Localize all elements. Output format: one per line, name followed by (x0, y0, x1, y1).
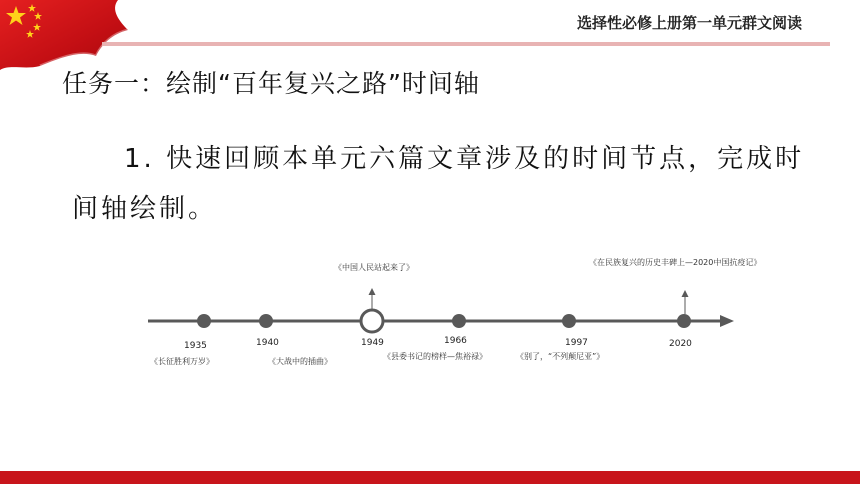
year-label: 1940 (256, 338, 279, 348)
year-label: 1997 (565, 338, 588, 348)
footer-band (0, 471, 860, 484)
doc-title: 《别了，“不列颠尼亚”》 (516, 352, 605, 361)
node-1997 (562, 314, 576, 328)
year-label: 2020 (669, 339, 692, 349)
pointer-up-icon (369, 288, 376, 295)
node-1949 (361, 310, 383, 332)
doc-title: 《大战中的插曲》 (268, 357, 332, 366)
node-1966 (452, 314, 466, 328)
axis-arrow-icon (720, 315, 734, 327)
node-1935 (197, 314, 211, 328)
doc-title: 《在民族复兴的历史丰碑上—2020中国抗疫记》 (589, 258, 762, 267)
task-instruction: 1. 快速回顾本单元六篇文章涉及的时间节点，完成时间轴绘制。 (72, 144, 805, 224)
year-label: 1935 (184, 341, 207, 351)
unit-title: 选择性必修上册第一单元群文阅读 (576, 14, 802, 32)
doc-title: 《县委书记的榜样—焦裕禄》 (383, 352, 487, 361)
doc-title: 《中国人民站起来了》 (334, 263, 414, 272)
node-1940 (259, 314, 273, 328)
doc-title: 《长征胜利万岁》 (150, 357, 214, 366)
pointer-up-icon (682, 290, 689, 297)
year-label: 1966 (444, 336, 467, 346)
node-2020 (677, 314, 691, 328)
task-heading: 任务一：绘制“百年复兴之路”时间轴 (62, 69, 480, 98)
year-label: 1949 (361, 338, 384, 348)
